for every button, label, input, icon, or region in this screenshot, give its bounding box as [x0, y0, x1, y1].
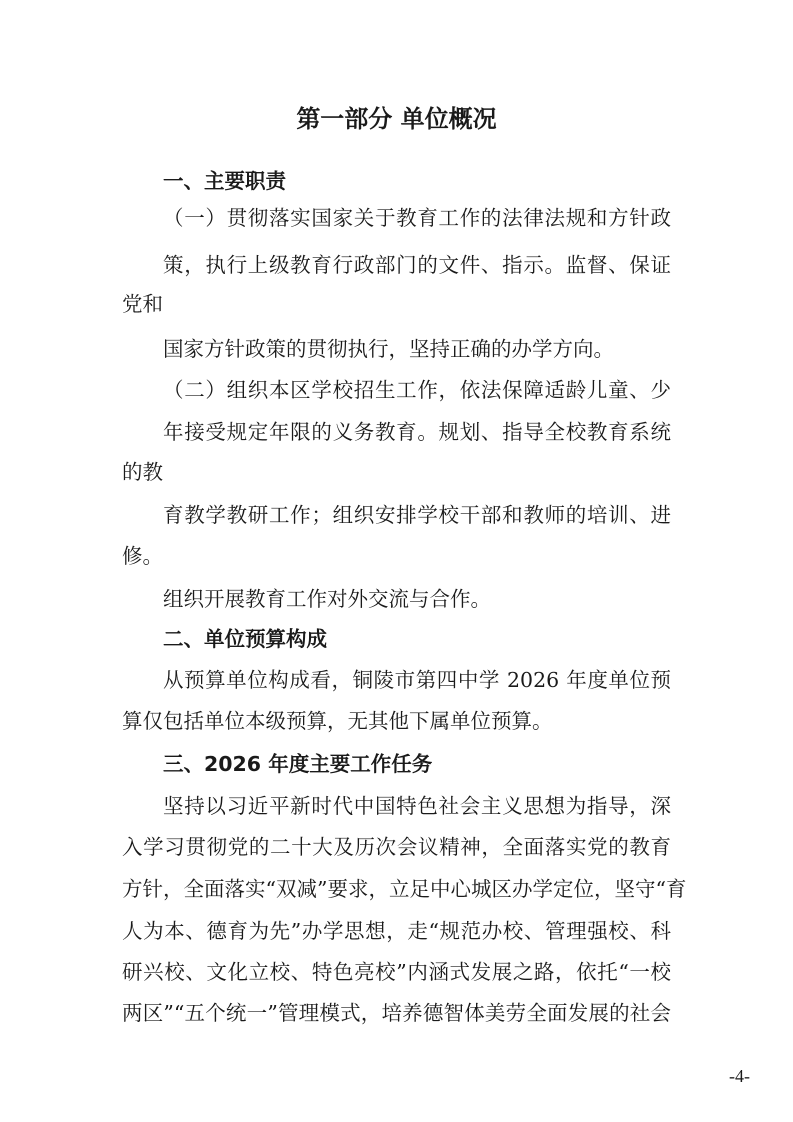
paragraph-line: 育教学教研工作；组织安排学校干部和教师的培训、进	[163, 503, 671, 527]
section-heading-duties: 一、主要职责	[163, 169, 286, 193]
page-number: -4-	[729, 1066, 750, 1086]
section-heading-budget: 二、单位预算构成	[163, 627, 327, 651]
paragraph-line: 从预算单位构成看，铜陵市第四中学 2026 年度单位预	[163, 668, 671, 692]
paragraph-line: （一）贯彻落实国家关于教育工作的法律法规和方针政	[163, 206, 671, 230]
paragraph-line: 方针，全面落实“双减”要求，立足中心城区办学定位，坚守“育	[122, 877, 687, 901]
paragraph-line: 修。	[122, 544, 163, 568]
paragraph-line: 党和	[122, 292, 163, 316]
paragraph-line: 算仅包括单位本级预算，无其他下属单位预算。	[122, 709, 553, 733]
paragraph-line: 入学习贯彻党的二十大及历次会议精神，全面落实党的教育	[122, 835, 671, 859]
paragraph-line: 研兴校、文化立校、特色亮校”内涵式发展之路，依托“一校	[122, 960, 671, 984]
page-title: 第一部分 单位概况	[296, 105, 497, 133]
paragraph-line: 年接受规定年限的义务教育。规划、指导全校教育系统	[163, 420, 671, 444]
paragraph-line: 组织开展教育工作对外交流与合作。	[163, 587, 491, 611]
paragraph-line: 策，执行上级教育行政部门的文件、指示。监督、保证	[163, 253, 671, 277]
paragraph-line: 人为本、德育为先”办学思想，走“规范办校、管理强校、科	[122, 919, 671, 943]
paragraph-line: （二）组织本区学校招生工作，依法保障适龄儿童、少	[163, 378, 671, 402]
paragraph-line: 国家方针政策的贯彻执行，坚持正确的办学方向。	[163, 337, 614, 361]
paragraph-line: 坚持以习近平新时代中国特色社会主义思想为指导，深	[163, 794, 671, 818]
paragraph-line: 两区”“五个统一”管理模式，培养德智体美劳全面发展的社会	[122, 1001, 671, 1025]
paragraph-line: 的教	[122, 460, 163, 484]
section-heading-tasks: 三、2026 年度主要工作任务	[163, 752, 433, 776]
